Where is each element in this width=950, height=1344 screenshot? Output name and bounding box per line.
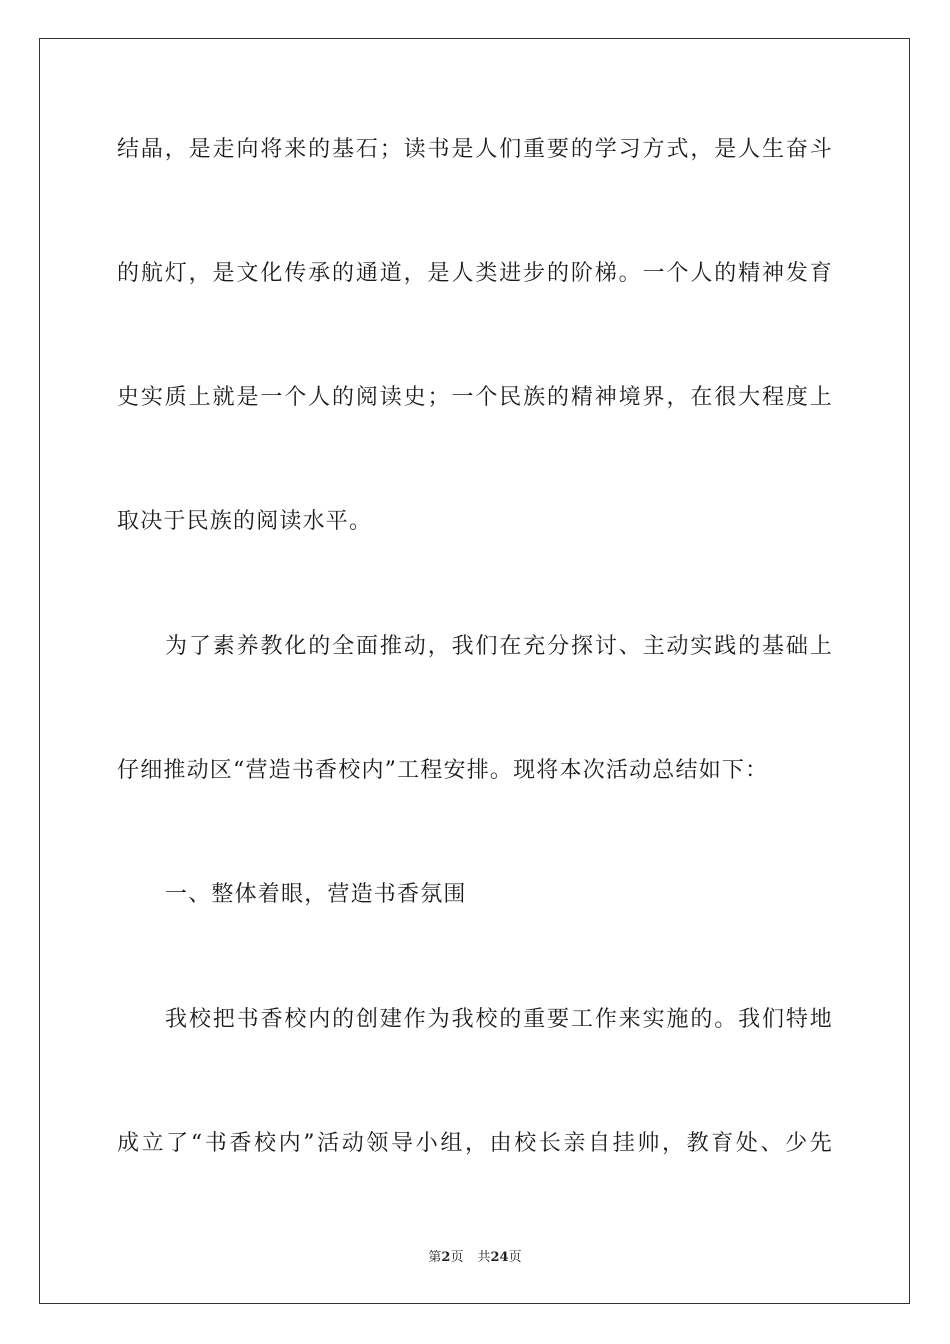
page-border bbox=[39, 38, 910, 1304]
page-current: 2 bbox=[441, 1250, 451, 1265]
section-heading: 一、整体着眼，营造书香氛围 bbox=[165, 882, 467, 907]
section-body-line-2: 成立了“书香校内”活动领导小组，由校长亲自挂帅，教育处、少先 bbox=[117, 1131, 833, 1156]
page-total: 24 bbox=[490, 1250, 509, 1265]
page-prefix: 第 bbox=[428, 1250, 442, 1265]
total-suffix: 页 bbox=[508, 1250, 522, 1265]
paragraph-intro-line-1: 为了素养教化的全面推动，我们在充分探讨、主动实践的基础上 bbox=[165, 634, 833, 659]
total-prefix: 共 bbox=[477, 1250, 491, 1265]
section-body-line-1: 我校把书香校内的创建作为我校的重要工作来实施的。我们特地 bbox=[165, 1007, 833, 1032]
body-text-line-4: 取决于民族的阅读水平。 bbox=[117, 509, 373, 534]
body-text-line-1: 结晶，是走向将来的基石；读书是人们重要的学习方式，是人生奋斗 bbox=[117, 137, 833, 162]
body-text-line-3: 史实质上就是一个人的阅读史；一个民族的精神境界，在很大程度上 bbox=[117, 385, 833, 410]
page-suffix: 页 bbox=[450, 1250, 464, 1265]
body-text-line-2: 的航灯，是文化传承的通道，是人类进步的阶梯。一个人的精神发育 bbox=[117, 261, 833, 286]
paragraph-intro-line-2: 仔细推动区“营造书香校内”工程安排。现将本次活动总结如下： bbox=[117, 758, 769, 783]
page-footer bbox=[0, 1246, 950, 1265]
